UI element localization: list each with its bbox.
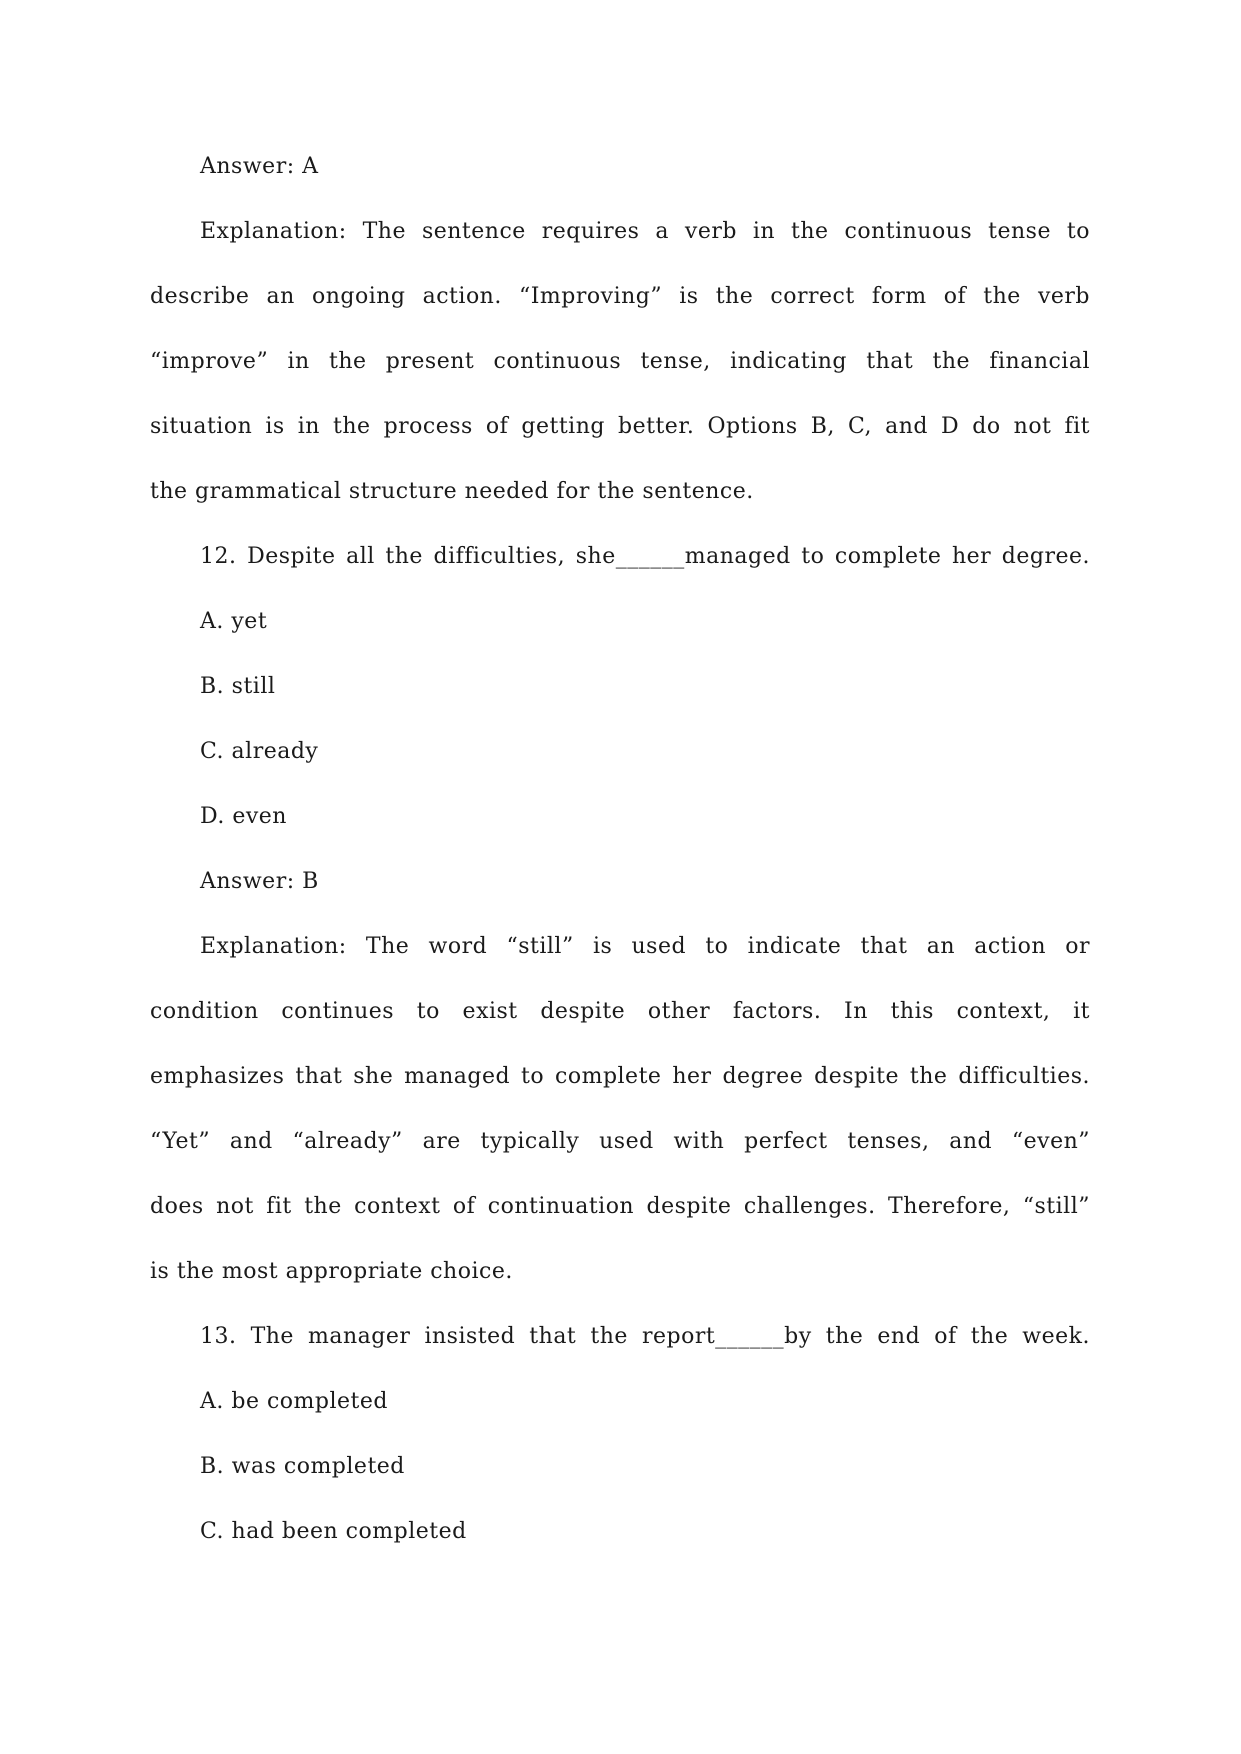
q12-option-b: B. still [200, 674, 276, 699]
q12-explanation-line: “Yet” and “already” are typically used with perfect tenses, and “even” [150, 1129, 1090, 1154]
q11-explanation-line: Explanation: The sentence requires a verb in the continuous tense to [200, 219, 1090, 244]
q13-option-b: B. was completed [200, 1454, 405, 1479]
q12-question: 12. Despite all the difficulties, she______managed to complete her degree. [200, 544, 1090, 569]
q12-explanation-line: Explanation: The word “still” is used to indicate that an action or [200, 934, 1090, 959]
q12-explanation-line: is the most appropriate choice. [150, 1259, 513, 1284]
q11-explanation-line: the grammatical structure needed for the sentence. [150, 479, 754, 504]
q11-answer: Answer: A [200, 154, 319, 179]
q11-explanation-line: describe an ongoing action. “Improving” is the correct form of the verb [150, 284, 1090, 309]
q11-explanation-line: “improve” in the present continuous tense, indicating that the financial [150, 349, 1090, 374]
q13-option-c: C. had been completed [200, 1519, 467, 1544]
q12-answer: Answer: B [200, 869, 319, 894]
q12-option-a: A. yet [200, 609, 268, 634]
q12-explanation-line: condition continues to exist despite other factors. In this context, it [150, 999, 1090, 1024]
q12-option-c: C. already [200, 739, 319, 764]
q12-explanation-line: emphasizes that she managed to complete her degree despite the difficulties. [150, 1064, 1090, 1089]
q13-option-a: A. be completed [200, 1389, 388, 1414]
q13-question: 13. The manager insisted that the report______by the end of the week. [200, 1324, 1090, 1349]
q12-option-d: D. even [200, 804, 287, 829]
q12-explanation-line: does not fit the context of continuation despite challenges. Therefore, “still” [150, 1194, 1090, 1219]
q11-explanation-line: situation is in the process of getting better. Options B, C, and D do not fit [150, 414, 1090, 439]
